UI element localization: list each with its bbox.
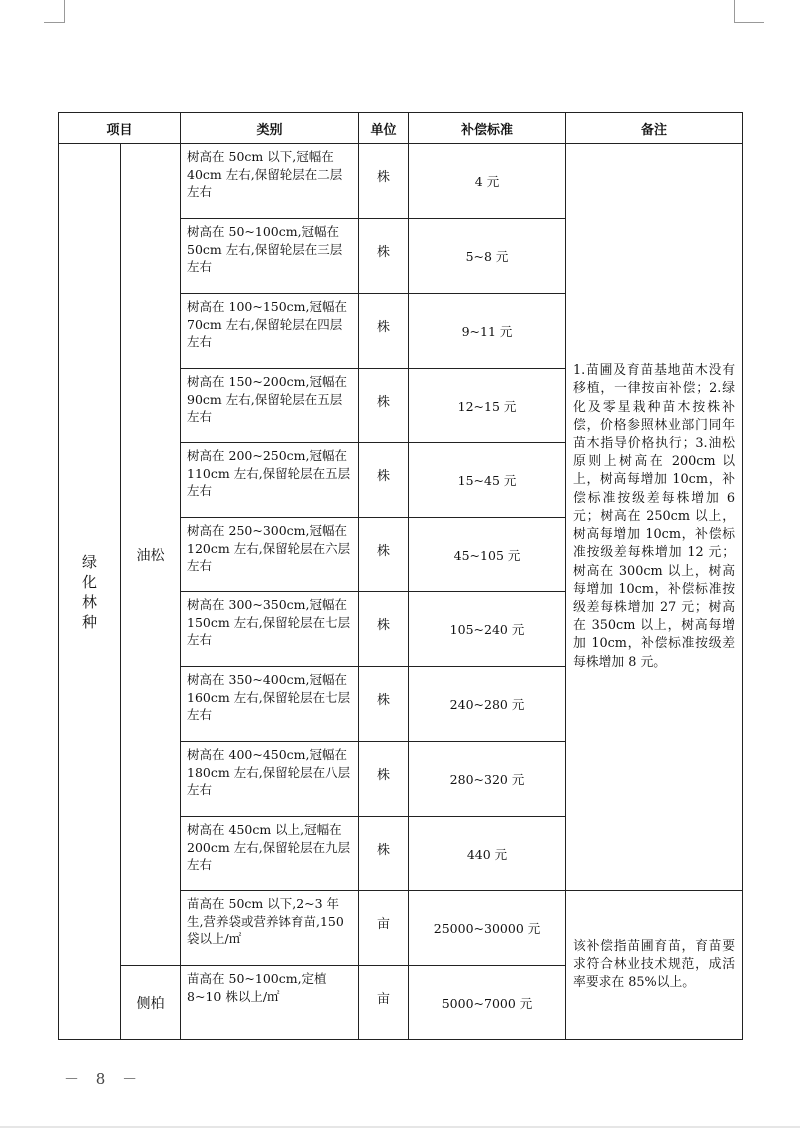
standard-cell: 440 元	[409, 817, 566, 891]
unit-cell: 株	[359, 443, 409, 518]
header-unit: 单位	[359, 113, 409, 144]
category-cell: 树高在 250~300cm,冠幅在 120cm 左右,保留轮层在六层左右	[181, 518, 359, 592]
unit-cell: 株	[359, 667, 409, 742]
standard-cell: 25000~30000 元	[409, 891, 566, 966]
category-cell: 树高在 450cm 以上,冠幅在 200cm 左右,保留轮层在九层左右	[181, 817, 359, 891]
page-bottom-divider	[0, 1126, 800, 1128]
standard-cell: 240~280 元	[409, 667, 566, 742]
unit-cell: 株	[359, 592, 409, 667]
category-cell: 树高在 50cm 以下,冠幅在 40cm 左右,保留轮层在二层左右	[181, 144, 359, 219]
unit-cell: 株	[359, 742, 409, 817]
category-cell: 苗高在 50~100cm,定植 8~10 株以上/㎡	[181, 966, 359, 1040]
header-project: 项目	[59, 113, 181, 144]
category-cell: 树高在 50~100cm,冠幅在 50cm 左右,保留轮层在三层左右	[181, 219, 359, 294]
category-cell: 树高在 150~200cm,冠幅在 90cm 左右,保留轮层在五层左右	[181, 369, 359, 443]
unit-cell: 亩	[359, 891, 409, 966]
standard-cell: 9~11 元	[409, 294, 566, 369]
species-cypress: 侧柏	[121, 966, 181, 1040]
standard-cell: 12~15 元	[409, 369, 566, 443]
standard-cell: 15~45 元	[409, 443, 566, 518]
category-cell: 树高在 300~350cm,冠幅在 150cm 左右,保留轮层在七层左右	[181, 592, 359, 667]
crop-mark-top-left-h	[44, 22, 65, 23]
compensation-table	[58, 112, 743, 1040]
category-cell: 树高在 350~400cm,冠幅在 160cm 左右,保留轮层在七层左右	[181, 667, 359, 742]
standard-cell: 4 元	[409, 144, 566, 219]
standard-cell: 105~240 元	[409, 592, 566, 667]
page-number: － 8 －	[64, 1070, 144, 1088]
note-nursery: 该补偿指苗圃育苗，育苗要求符合林业技术规范，成活率要求在 85%以上。	[566, 891, 743, 1040]
crop-mark-top-left	[64, 0, 65, 22]
species-pine: 油松	[121, 144, 181, 966]
category-cell: 树高在 400~450cm,冠幅在 180cm 左右,保留轮层在八层左右	[181, 742, 359, 817]
note-main: 1.苗圃及育苗基地苗木没有移植，一律按亩补偿；2.绿化及零星栽种苗木按株补偿，价格参照林业部门同年苗木指导价格执行；3.油松原则上树高在 200cm 以上，树高每增加 10cm，补偿标准按级差每株增加 6 元；树高在 250cm 以上，树高每增加 10cm，补偿标准按级差每株增加 12 元；树高在 300cm 以上，树高每增加 10cm，补偿标准按级差每株增加 27 元；树高在 350cm 以上，树高每增加 10cm，补偿标准按级差每株增加 8 元。	[566, 144, 743, 891]
unit-cell: 株	[359, 817, 409, 891]
table-header-row	[59, 113, 743, 144]
header-standard: 补偿标准	[409, 113, 566, 144]
unit-cell: 株	[359, 219, 409, 294]
unit-cell: 株	[359, 369, 409, 443]
project-cell: 绿 化 林 种	[59, 144, 121, 1040]
unit-cell: 株	[359, 294, 409, 369]
category-cell: 树高在 100~150cm,冠幅在 70cm 左右,保留轮层在四层左右	[181, 294, 359, 369]
standard-cell: 5~8 元	[409, 219, 566, 294]
header-note: 备注	[566, 113, 743, 144]
standard-cell: 280~320 元	[409, 742, 566, 817]
category-cell: 苗高在 50cm 以下,2~3 年生,营养袋或营养钵育苗,150 袋以上/㎡	[181, 891, 359, 966]
unit-cell: 亩	[359, 966, 409, 1040]
crop-mark-top-right	[734, 0, 735, 22]
header-category: 类别	[181, 113, 359, 144]
category-cell: 树高在 200~250cm,冠幅在 110cm 左右,保留轮层在五层左右	[181, 443, 359, 518]
standard-cell: 5000~7000 元	[409, 966, 566, 1040]
unit-cell: 株	[359, 518, 409, 592]
standard-cell: 45~105 元	[409, 518, 566, 592]
unit-cell: 株	[359, 144, 409, 219]
table-row	[59, 144, 743, 219]
crop-mark-top-right-h	[734, 22, 764, 23]
